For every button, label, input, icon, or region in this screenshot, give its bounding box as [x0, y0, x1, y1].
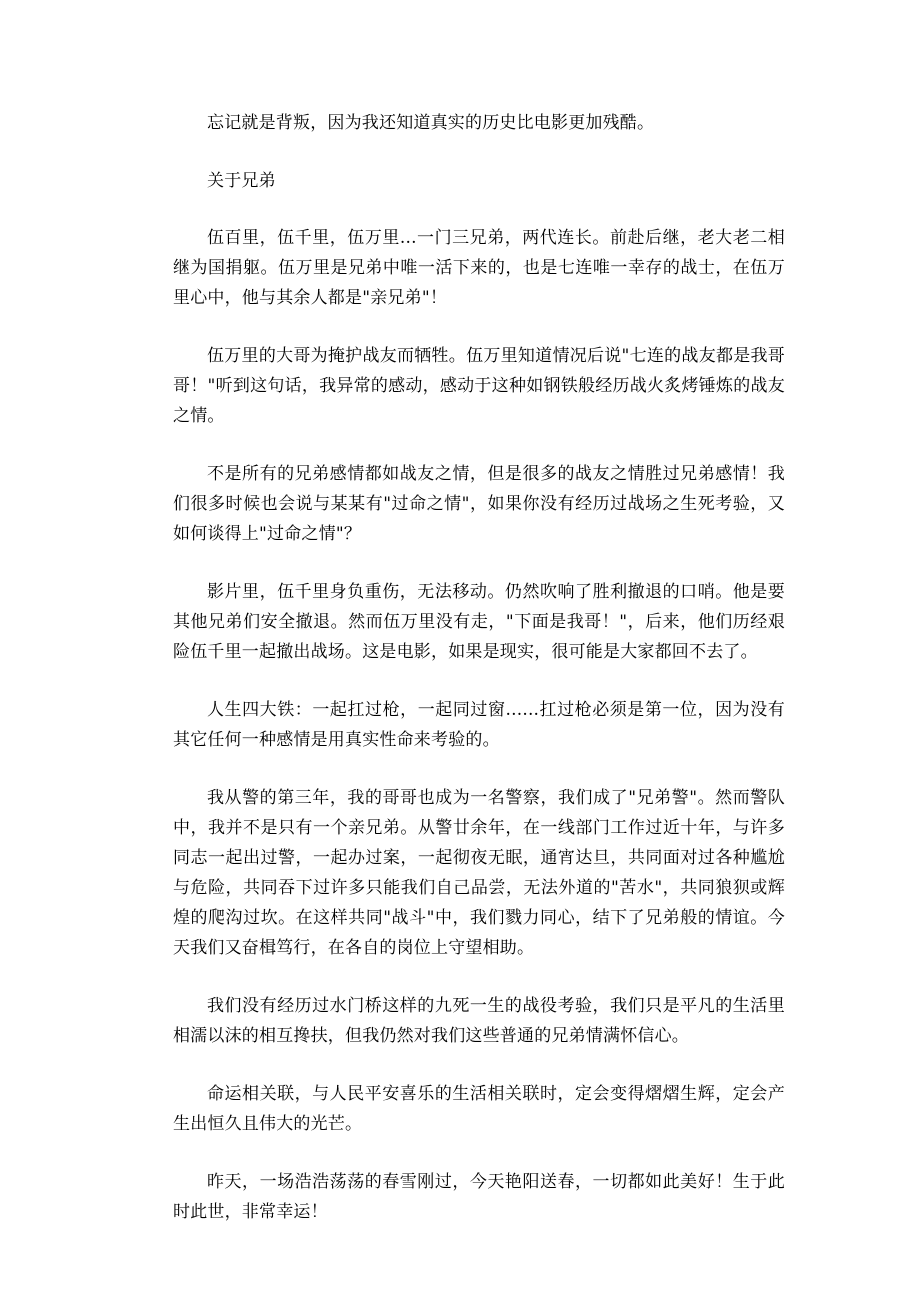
paragraph-intro: 忘记就是背叛，因为我还知道真实的历史比电影更加残酷。	[207, 113, 655, 133]
paragraph: 不是所有的兄弟感情都如战友之情，但是很多的战友之情胜过兄弟感情！我们很多时候也会说与某某有"过命之情"，如果你没有经历过战场之生死考验，又如何谈得上"过命之情"？	[173, 464, 785, 544]
paragraph: 伍万里的大哥为掩护战友而牺牲。伍万里知道情况后说"七连的战友都是我哥哥！"听到这句话，我异常的感动，感动于这种如钢铁般经历战火炙烤锤炼的战友之情。	[173, 346, 785, 426]
document-body	[173, 108, 785, 1255]
paragraph: 伍百里，伍千里，伍万里...一门三兄弟，两代连长。前赴后继，老大老二相继为国捐躯。伍万里是兄弟中唯一活下来的，也是七连唯一幸存的战士，在伍万里心中，他与其余人都是"亲兄弟"！	[173, 228, 785, 308]
section-heading: 关于兄弟	[207, 171, 276, 191]
paragraph-closing: 昨天，一场浩浩荡荡的春雪刚过，今天艳阳送春，一切都如此美好！生于此时此世，非常幸运！	[173, 1172, 785, 1222]
paragraph: 命运相关联，与人民平安喜乐的生活相关联时，定会变得熠熠生辉，定会产生出恒久且伟大的光芒。	[173, 1084, 785, 1134]
paragraph: 我们没有经历过水门桥这样的九死一生的战役考验，我们只是平凡的生活里相濡以沫的相互搀扶，但我仍然对我们这些普通的兄弟情满怀信心。	[173, 996, 785, 1046]
paragraph: 人生四大铁：一起扛过枪，一起同过窗......扛过枪必须是第一位，因为没有其它任何一种感情是用真实性命来考验的。	[173, 700, 785, 750]
paragraph: 影片里，伍千里身负重伤，无法移动。仍然吹响了胜利撤退的口哨。他是要其他兄弟们安全撤退。然而伍万里没有走，"下面是我哥！"，后来，他们历经艰险伍千里一起撤出战场。这是电影，如果是现实，很可能是大家都回不去了。	[173, 582, 785, 662]
paragraph: 我从警的第三年，我的哥哥也成为一名警察，我们成了"兄弟警"。然而警队中，我并不是只有一个亲兄弟。从警廿余年，在一线部门工作过近十年，与许多同志一起出过警，一起办过案，一起彻夜无眠，通宵达旦，共同面对过各种尴尬与危险，共同吞下过许多只能我们自己品尝，无法外道的"苦水"，共同狼狈或辉煌的爬沟过坎。在这样共同"战斗"中，我们戮力同心，结下了兄弟般的情谊。今天我们又奋楫笃行，在各自的岗位上守望相助。	[173, 788, 785, 958]
